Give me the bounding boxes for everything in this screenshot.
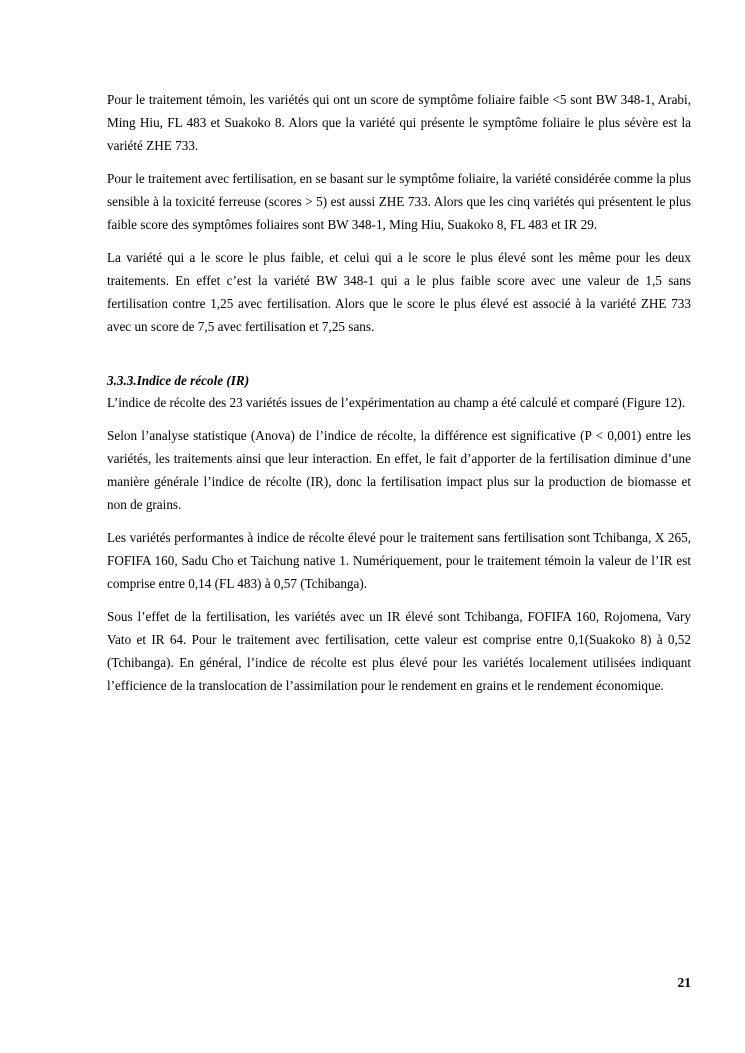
section-harvest-index: [107, 371, 691, 697]
section-heading: 3.3.3.Indice de récole (IR): [107, 373, 250, 388]
paragraph-anova: Selon l’analyse statistique (Anova) de l’indice de récolte, la différence est significative (P < 0,001) entre les variétés, les traitements ainsi que leur interaction. En effet, le fait d’apporter de la fertilisation diminue d’une manière générale l’indice de récolte (IR), donc la fertilisation impact plus sur la production de biomasse et non de grains.: [107, 428, 691, 512]
paragraph-score-comparison: La variété qui a le score le plus faible, et celui qui a le score le plus élevé sont les même pour les deux traitements. En effet c’est la variété BW 348-1 qui a le plus faible score avec une valeur de 1,5 sans fertilisation contre 1,25 avec fertilisation. Alors que le score le plus élevé est associé à la variété ZHE 733 avec un score de 7,5 avec fertilisation et 7,25 sans.: [107, 250, 691, 334]
paragraph-control-treatment: Pour le traitement témoin, les variétés qui ont un score de symptôme foliaire faible <5 sont BW 348-1, Arabi, Ming Hiu, FL 483 et Suakoko 8. Alors que la variété qui présente le symptôme foliaire le plus sévère est la variété ZHE 733.: [107, 92, 691, 153]
page-number: 21: [677, 975, 691, 990]
paragraph-with-fertilization: Sous l’effet de la fertilisation, les variétés avec un IR élevé sont Tchibanga, FOFIFA 160, Rojomena, Vary Vato et IR 64. Pour le traitement avec fertilisation, cette valeur est comprise entre 0,1(Suakoko 8) à 0,52 (Tchibanga). En général, l’indice de récolte est plus élevé pour les variétés localement utilisées indiquant l’efficience de la translocation de l’assimilation pour le rendement en grains et le rendement économique.: [107, 609, 691, 693]
paragraph-harvest-intro: L’indice de récolte des 23 variétés issues de l’expérimentation au champ a été calculé et comparé (Figure 12).: [107, 395, 686, 410]
paragraph-fertilization-treatment: Pour le traitement avec fertilisation, en se basant sur le symptôme foliaire, la variété considérée comme la plus sensible à la toxicité ferreuse (scores > 5) est aussi ZHE 733. Alors que les cinq variétés qui présentent le plus faible score des symptômes foliaires sont BW 348-1, Ming Hiu, Suakoko 8, FL 483 et IR 29.: [107, 171, 691, 232]
paragraph-no-fertilization: Les variétés performantes à indice de récolte élevé pour le traitement sans fertilisation sont Tchibanga, X 265, FOFIFA 160, Sadu Cho et Taichung native 1. Numériquement, pour le traitement témoin la valeur de l’IR est comprise entre 0,14 (FL 483) à 0,57 (Tchibanga).: [107, 530, 691, 591]
document-page: [107, 88, 691, 707]
